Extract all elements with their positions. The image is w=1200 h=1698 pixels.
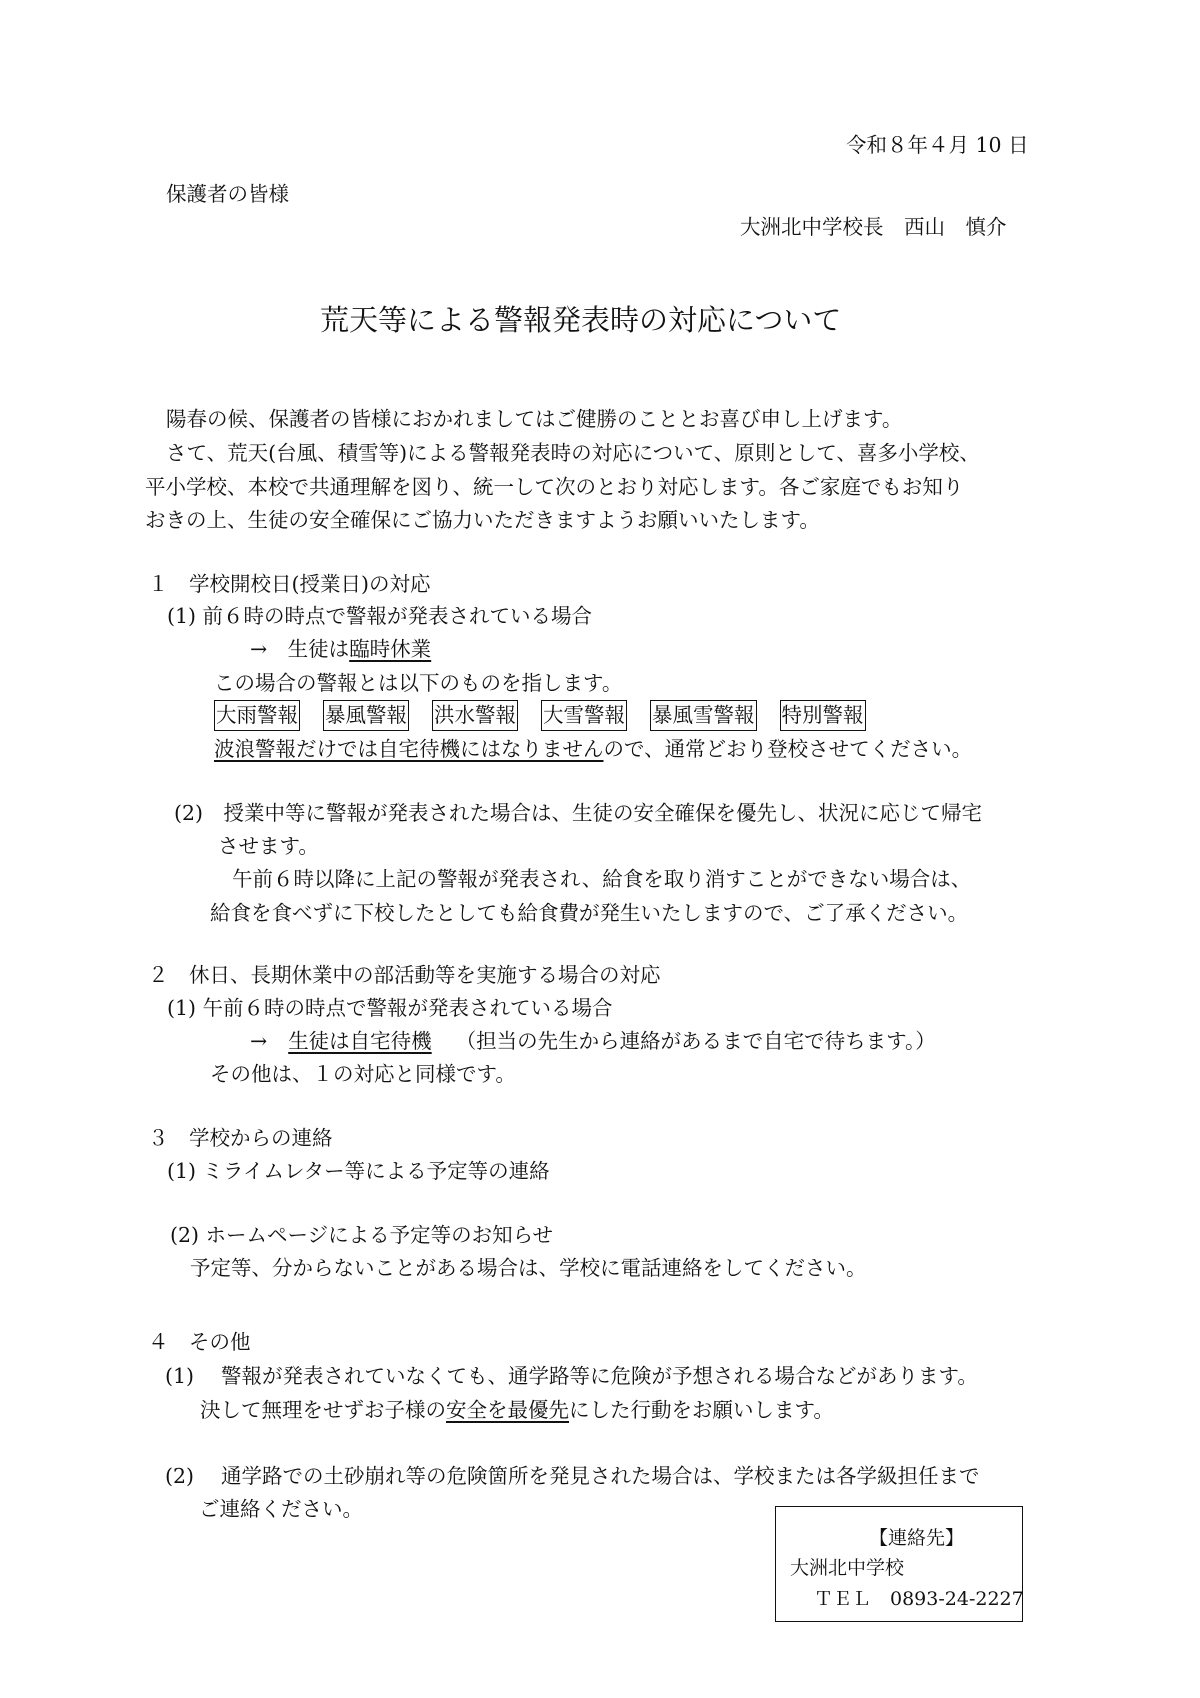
- contact-school: 大洲北中学校: [790, 1557, 905, 1579]
- section-3-item-2-note: 予定等、分からないことがある場合は、学校に電話連絡をしてください。: [190, 1256, 867, 1280]
- contact-tel: ＴＥＬ 0893-24-2227: [814, 1588, 1024, 1610]
- section-2-heading: ２ 休日、長期休業中の部活動等を実施する場合の対応: [148, 963, 661, 987]
- section-2-item-1: (1) 午前６時の時点で警報が発表されている場合: [167, 996, 613, 1020]
- warning-heavy-rain: 大雨警報: [214, 700, 300, 731]
- line-part-a: 決して無理をせずお子様の: [200, 1398, 446, 1422]
- intro-line-2: さて、荒天(台風、積雪等)による警報発表時の対応について、原則として、喜多小学校、: [166, 441, 980, 465]
- warning-note: この場合の警報とは以下のものを指します。: [214, 671, 623, 695]
- safety-first: 安全を最優先: [446, 1398, 569, 1422]
- sender: 大洲北中学校長 西山 慎介: [740, 215, 1007, 239]
- recipient: 保護者の皆様: [166, 182, 289, 206]
- section-4-item-1-line-2: [200, 1400, 834, 1421]
- warning-flood: 洪水警報: [432, 700, 518, 731]
- section-2-other: その他は、１の対応と同様です。: [210, 1062, 516, 1086]
- section-1-item-2-line-4: 給食を食べずに下校したとしても給食費が発生いたしますので、ご了承ください。: [210, 901, 969, 925]
- intro-line-4: おきの上、生徒の安全確保にご協力いただきますようお願いいたします。: [145, 508, 820, 532]
- arrow-prefix: →: [250, 1029, 268, 1053]
- section-4-item-2-line-1: (2) 通学路での土砂崩れ等の危険箇所を発見された場合は、学校または各学級担任まで: [165, 1464, 980, 1488]
- section-4-heading: ４ その他: [148, 1330, 251, 1354]
- section-1-item-2-line-1: (2) 授業中等に警報が発表された場合は、生徒の安全確保を優先し、状況に応じて帰宅: [174, 801, 983, 825]
- section-1-heading: １ 学校開校日(授業日)の対応: [148, 572, 431, 596]
- document-date: 令和８年４月 10 日: [846, 133, 1029, 157]
- page-title: 荒天等による警報発表時の対応について: [320, 303, 842, 337]
- section-3-heading: ３ 学校からの連絡: [148, 1126, 333, 1150]
- intro-line-3: 平小学校、本校で共通理解を図り、統一して次のとおり対応します。各ご家庭でもお知り: [145, 475, 964, 499]
- warning-heavy-snow: 大雪警報: [541, 700, 627, 731]
- section-2-arrow-line: [250, 1031, 936, 1052]
- contact-label: 【連絡先】: [869, 1527, 965, 1549]
- wave-warning-line: [214, 739, 972, 760]
- home-standby: 生徒は自宅待機: [288, 1029, 432, 1053]
- temporary-closure: 臨時休業: [349, 637, 432, 661]
- warning-list: [214, 705, 866, 726]
- wave-warning-underlined: 波浪警報だけでは自宅待機にはなりません: [214, 737, 604, 761]
- warning-snowstorm: 暴風雪警報: [650, 700, 757, 731]
- section-3-item-2: (2) ホームページによる予定等のお知らせ: [170, 1223, 554, 1247]
- warning-special: 特別警報: [780, 700, 866, 731]
- warning-storm: 暴風警報: [323, 700, 409, 731]
- home-standby-note: （担当の先生から連絡があるまで自宅で待ちます。）: [455, 1029, 936, 1053]
- section-1-item-1: (1) 前６時の時点で警報が発表されている場合: [167, 604, 593, 628]
- section-4-item-2-line-2: ご連絡ください。: [199, 1497, 363, 1521]
- section-3-item-1: (1) ミライムレター等による予定等の連絡: [167, 1159, 550, 1183]
- intro-line-1: 陽春の候、保護者の皆様におかれましてはご健勝のこととお喜び申し上げます。: [166, 407, 903, 431]
- section-1-item-2-line-3: 午前６時以降に上記の警報が発表され、給食を取り消すことができない場合は、: [232, 867, 972, 891]
- section-1-arrow-line: [250, 639, 431, 660]
- contact-box: [775, 1506, 1023, 1622]
- arrow-prefix: → 生徒は: [250, 637, 350, 661]
- section-4-item-1-line-1: (1) 警報が発表されていなくても、通学路等に危険が予想される場合などがあります。: [165, 1364, 978, 1388]
- wave-warning-rest: ので、通常どおり登校させてください。: [603, 737, 973, 761]
- section-1-item-2-line-2: させます。: [218, 834, 319, 858]
- line-part-b: にした行動をお願いします。: [569, 1398, 834, 1422]
